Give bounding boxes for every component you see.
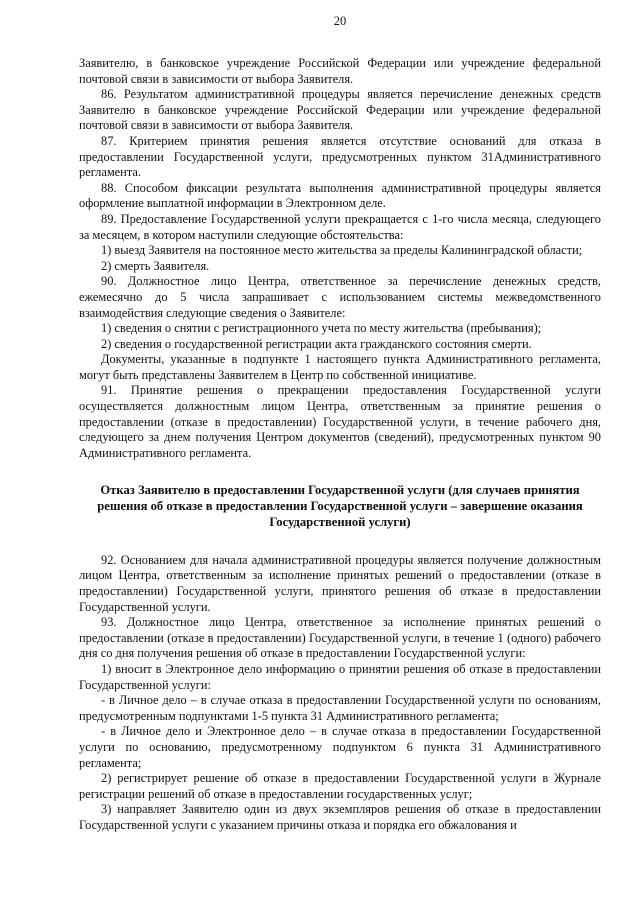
paragraph: 86. Результатом административной процедуры является перечисление денежных средств Заявителю в банковское учреждение Российской Федерации или учреждение федеральной почтовой связи в зависимости от выбора Заявителя. <box>79 87 601 133</box>
paragraphs-after <box>79 553 601 834</box>
document-body <box>79 56 601 834</box>
paragraph: 87. Критерием принятия решения является отсутствие оснований для отказа в предоставлении Государственной услуги, предусмотренных пунктом 31Административного регламента. <box>79 133 601 180</box>
page-number: 20 <box>333 14 347 28</box>
paragraph: 1) выезд Заявителя на постоянное место жительства за пределы Калининградской области; <box>101 243 583 258</box>
section-heading: Отказ Заявителю в предоставлении Государственной услуги (для случаев принятия решения об отказе в предоставлении Государственной услуги – завершение оказания Государственной услуги) <box>97 483 583 530</box>
paragraph: 93. Должностное лицо Центра, ответственное за исполнение принятых решений о предоставлении (отказе в предоставлении) Государственной услуги, в течение 1 (одного) рабочего дня со дня получения решения об отказе в предоставлении Государственной услуги: <box>79 615 601 661</box>
paragraph: - в Личное дело и Электронное дело – в случае отказа в предоставлении Государственной услуги по основанию, предусмотренному подпунктом 6 пункта 31 Административного регламента; <box>79 724 601 770</box>
paragraph: - в Личное дело – в случае отказа в предоставлении Государственной услуги по основаниям, предусмотренным подпунктами 1-5 пункта 31 Административного регламента; <box>79 693 601 723</box>
paragraph: 90. Должностное лицо Центра, ответственное за перечисление денежных средств, ежемесячно до 5 числа запрашивает с использованием системы межведомственного взаимодействия следующие сведения о Заявителе: <box>79 274 601 320</box>
paragraph: Документы, указанные в подпункте 1 настоящего пункта Административного регламента, могут быть представлены Заявителем в Центр по собственной инициативе. <box>79 352 601 382</box>
paragraph: 92. Основанием для начала административной процедуры является получение должностным лицом Центра, ответственным за исполнение принятых решений о предоставлении (отказе в предоставлении) Государственной услуги, принятого решения об отказе в предоставлении Государственной услуги. <box>79 552 601 614</box>
paragraph: 2) смерть Заявителя. <box>101 258 210 273</box>
paragraph: Заявителю, в банковское учреждение Российской Федерации или учреждение федеральной почтовой связи в зависимости от выбора Заявителя. <box>79 56 601 86</box>
paragraph: 3) направляет Заявителю один из двух экземпляров решения об отказе в предоставлении Государственной услуги с указанием причины отказа и порядка его обжалования и <box>79 802 601 832</box>
paragraph: 2) сведения о государственной регистрации акта гражданского состояния смерти. <box>101 336 532 351</box>
paragraphs-before <box>79 56 601 461</box>
paragraph: 2) регистрирует решение об отказе в предоставлении Государственной услуги в Журнале регистрации решений об отказе в предоставлении государственных услуг; <box>79 771 601 801</box>
paragraph: 89. Предоставление Государственной услуги прекращается с 1-го числа месяца, следующего за месяцем, в котором наступили следующие обстоятельства: <box>79 211 601 242</box>
paragraph: 88. Способом фиксации результата выполнения административной процедуры является оформление выплатной информации в Электронном деле. <box>79 180 601 211</box>
paragraph: 1) сведения о снятии с регистрационного учета по месту жительства (пребывания); <box>101 321 542 336</box>
paragraph: 1) вносит в Электронное дело информацию о принятии решения об отказе в предоставлении Государственной услуги: <box>79 661 601 692</box>
paragraph: 91. Принятие решения о прекращении предоставления Государственной услуги осуществляется должностным лицом Центра, ответственным за принятие решения о предоставлении (отказе в предоставлении) Государственной услуги, в течение рабочего дня, следующего за днем получения Центром документов (сведений), предусмотренных пунктом 90 Административного регламента. <box>79 383 601 460</box>
